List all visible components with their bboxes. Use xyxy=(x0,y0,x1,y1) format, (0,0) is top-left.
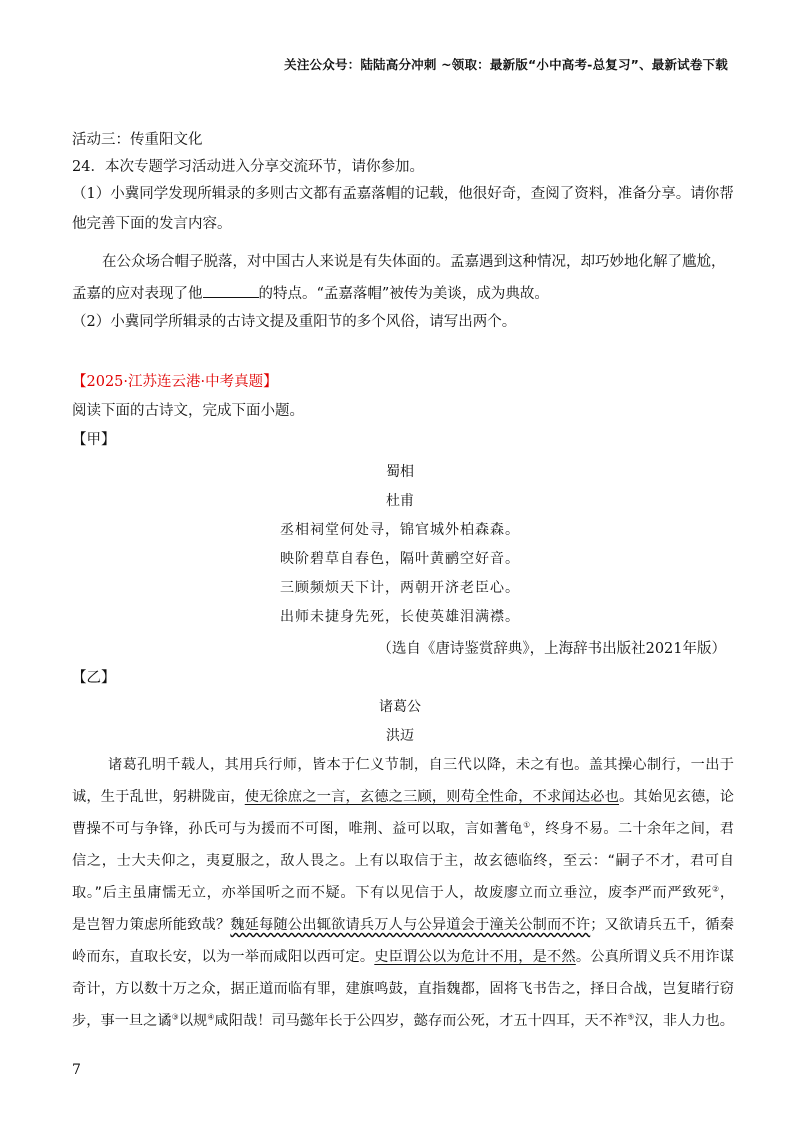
speech-text-a: 孟嘉的应对表现了他 xyxy=(72,286,203,302)
exam-source-tag: 【2025·江苏连云港·中考真题】 xyxy=(72,374,278,390)
question-24: 24．本次专题学习活动进入分享交流环节，请你参加。 xyxy=(72,159,424,175)
section-yi-label: 【乙】 xyxy=(72,670,116,686)
prose-line: 步，事一旦之谲③以规④咸阳哉！司马懿年长于公四岁，懿存而公死，才五十四耳，天不祚⑤汉，非人力也。 xyxy=(72,1012,734,1029)
poem-line: 映阶碧草自春色，隔叶黄鹂空好音。 xyxy=(280,551,520,567)
prose-line: 岭而东，直取长安，以为一举而咸阳以西可定。史臣谓公以为危计不用，是不然。公真所谓义兵不用诈谋 xyxy=(72,949,734,965)
speech-line2 xyxy=(72,283,549,304)
poem-title: 蜀相 xyxy=(386,464,414,480)
poem-author: 杜甫 xyxy=(386,493,414,509)
speech-line1: 在公众场合帽子脱落，对中国古人来说是有失体面的。孟嘉遇到这种情况，却巧妙地化解了尴尬， xyxy=(102,254,726,270)
poem-line: 丞相祠堂何处寻，锦官城外柏森森。 xyxy=(280,522,520,538)
footnote-marker: ② xyxy=(711,884,720,894)
prose-line: 是岂智力策虑所能致哉？魏延每随公出辄欲请兵万人与公异道会于潼关公制而不许；又欲请兵五千，循秦 xyxy=(72,917,734,933)
question-24-1-line1: （1）小冀同学发现所辑录的多则古文都有孟嘉落帽的记载，他很好奇，查阅了资料，准备分享。请你帮 xyxy=(72,186,734,202)
page-number: 7 xyxy=(72,1062,81,1078)
wavy-underlined-sentence: 魏延每随公出辄欲请兵万人与公异道会于潼关公制而不许 xyxy=(230,917,591,933)
footnote-marker: ③ xyxy=(171,1012,179,1022)
prose-line: 信之，士大夫仰之，夷夏服之，敌人畏之。上有以取信于主，故玄德临终，至云：“嗣子不才，君可自 xyxy=(72,853,734,869)
prose-line: 奇计，方以数十万之众，据正道而临有罪，建旗鸣鼓，直指魏都，固将飞书告之，择日合战，岂复睹行窃 xyxy=(72,981,734,997)
poem-source: （选自《唐诗鉴赏辞典》，上海辞书出版社2021年版） xyxy=(377,641,726,657)
footnote-marker: ① xyxy=(523,820,531,830)
section-jia-label: 【甲】 xyxy=(72,432,116,448)
prose-line: 诸葛孔明千载人，其用兵行师，皆本于仁义节制，自三代以降，未之有也。盖其操心制行，一出于 xyxy=(108,757,734,773)
underlined-sentence-2: 史臣谓公以为危计不用，是不然 xyxy=(374,949,576,965)
prose-line: 诚，生于乱世，躬耕陇亩，使无徐庶之一言，玄德之三顾，则苟全性命，不求闻达必也。其始见玄德，论 xyxy=(72,789,734,805)
question-24-2: （2）小冀同学所辑录的古诗文提及重阳节的多个风俗，请写出两个。 xyxy=(72,314,517,330)
prose-author: 洪迈 xyxy=(386,728,414,744)
reading-instruction: 阅读下面的古诗文，完成下面小题。 xyxy=(72,403,304,419)
prose-line: 取。”后主虽庸懦无立，亦举国听之而不疑。下有以见信于人，故废廖立而立垂泣，废李严而严致死②， xyxy=(72,884,735,901)
page-header: 关注公众号：陆陆高分冲刺 ~领取：最新版“小中高考-总复习”、最新试卷下载 xyxy=(284,57,728,72)
activity-title: 活动三：传重阳文化 xyxy=(72,132,203,148)
speech-text-b: 的特点。“孟嘉落帽”被传为美谈，成为典故。 xyxy=(258,286,549,302)
footnote-marker: ④ xyxy=(207,1012,215,1022)
question-24-1-line2: 他完善下面的发言内容。 xyxy=(72,216,232,232)
footnote-marker: ⑤ xyxy=(627,1012,635,1022)
prose-line: 曹操不可与争锋，孙氏可与为援而不可图，唯荆、益可以取，言如蓍龟①，终身不易。二十余年之间，君 xyxy=(72,820,734,837)
poem-line: 出师未捷身先死，长使英雄泪满襟。 xyxy=(280,609,520,625)
prose-title: 诸葛公 xyxy=(379,699,421,715)
poem-line: 三顾频烦天下计，两朝开济老臣心。 xyxy=(280,580,520,596)
underlined-sentence-1: 使无徐庶之一言，玄德之三顾，则苟全性命，不求闻达必也 xyxy=(244,789,620,805)
answer-blank[interactable] xyxy=(203,283,259,298)
